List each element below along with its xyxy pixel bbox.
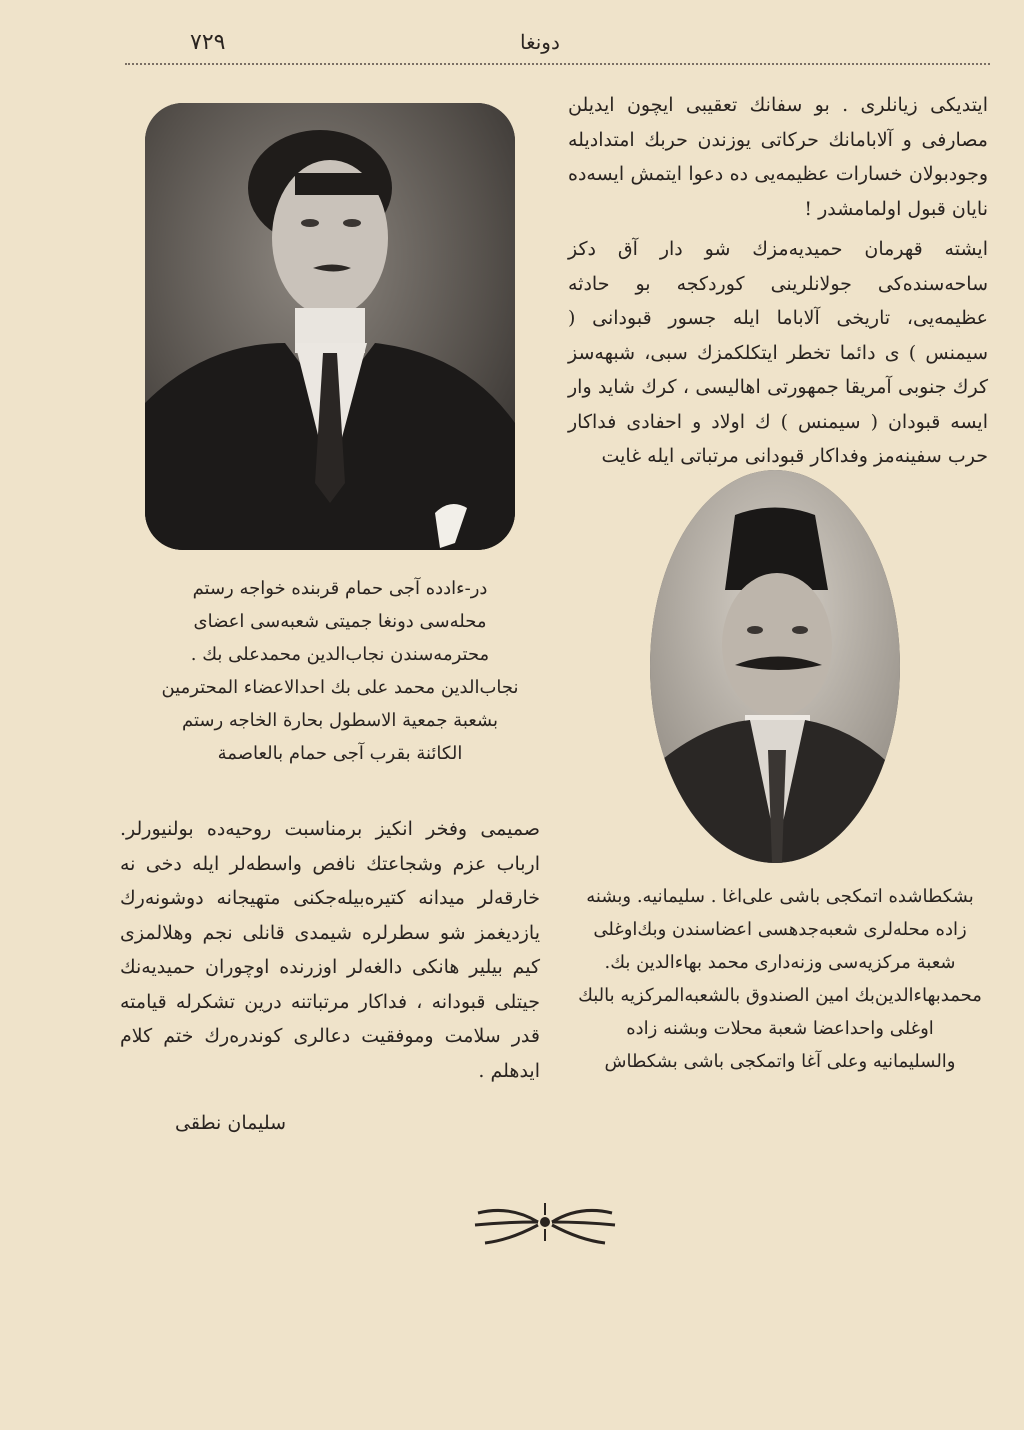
caption-line: الكائنة بقرب آجى حمام بالعاصمة — [217, 743, 463, 764]
portrait-2-caption — [570, 880, 990, 1078]
article-2-text — [120, 812, 540, 1094]
caption-line: نجاب‌الدين محمد على بك احدالاعضاء المحترمين — [161, 677, 519, 698]
oval-portrait-illustration — [650, 470, 900, 863]
caption-line: در-ءادده آجى حمام قربنده خواجه رستم — [192, 578, 488, 599]
fleuron-ornament — [470, 1195, 620, 1250]
article-1-text — [568, 88, 988, 480]
caption-line: محترمه‌سندن نجاب‌الدين محمدعلى بك . — [190, 644, 490, 665]
portrait-illustration — [145, 103, 515, 550]
article-paragraph: صميمى وفخر انكيز برمناسبت روحيه‌ده بولنيورلر. ارباب عزم وشجاعتك نافص واسطه‌لر ايله دخى نه خارقه‌لر ميدانه كتيره‌بيله‌جكنى متهيجانه دوشونه‌رك يازديغمز شو سطرلره شيمدى قانلى نجم وهلالمزى كيم بيلير هانكى دالغه‌لر اوزرنده اوچوران حميديه‌نك جيتلى قبودانه ، فداكار مرتباتنه درين تشكرله قيامته قدر سلامت وموفقيت دعالرى كوندره‌رك ختم كلام ايدهلم . — [120, 818, 540, 1082]
caption-line: زاده محله‌لرى شعبه‌جدهسى اعضاسندن وبك‌اوغلى — [593, 919, 967, 940]
caption-line: محمدبهاءالدين‌بك امين الصندوق بالشعبه‌المركزيه بالبك — [578, 985, 982, 1006]
header-rule — [125, 63, 990, 71]
caption-line: محله‌سى دونغا جميتى شعبه‌سى اعضاى — [193, 611, 487, 632]
author-signature: سليمان نطقى — [175, 1112, 287, 1134]
article-paragraph: ايشته قهرمان حميديه‌مزك شو دار آق دكز ساحه‌سنده‌كى جولانلرينى كوردكجه بو حادثه عظيمه‌يى، تاريخى آلاباما ايله جسور قبودانى ( سيمنس ) ى دائما تخطر ايتكلكمزك سبى، شبهه‌سز كرك جنوبى آمريقا جمهورتى اهاليسى ، كرك شايد وار ايسه قبودان ( سيمنس ) ك اولاد و احفادى فداكار حرب سفينه‌مز وفداكار قبودانى مرتباتى ايله غايت — [568, 238, 988, 467]
portrait-photo-man-with-fez — [650, 470, 900, 863]
portrait-photo-young-man — [145, 103, 515, 550]
caption-line: شعبة مركزيه‌سى وزنه‌دارى محمد بهاءالدين بك. — [604, 952, 956, 973]
caption-line: بشكطاشده اتمكجى باشى على‌اغا . سليمانيه. وبشنه — [586, 886, 974, 907]
caption-line: بشعبة جمعية الاسطول بحارة الخاجه رستم — [181, 710, 499, 731]
caption-line: اوغلى واحداعضا شعبة محلات وبشنه زاده — [626, 1018, 934, 1039]
caption-line: والسليمانيه وعلى آغا واتمكجى باشى بشكطاش — [604, 1051, 956, 1072]
page-number: ۷۲۹ — [190, 30, 226, 55]
running-head: دونغا — [520, 30, 560, 54]
portrait-1-caption — [140, 572, 540, 770]
article-paragraph: ايتديكى زيانلرى . بو سفانك تعقيبى ايچون ايديلن مصارفى و آلابامانك حركاتى يوزندن حربك امتداديله وجودبولان خسارات عظيمه‌يى ده دعوا ايتمش ايسه‌ده نايان قبول اولمامشدر ! — [568, 94, 988, 220]
